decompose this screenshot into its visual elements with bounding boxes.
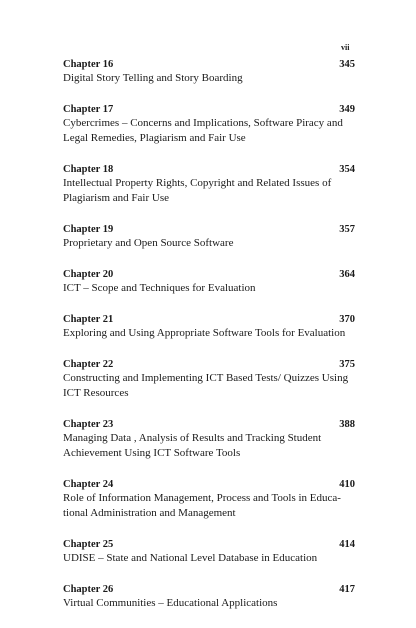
toc-entry-heading	[63, 538, 355, 551]
chapter-label: Chapter 18	[63, 164, 114, 175]
toc-entry	[63, 103, 355, 146]
toc-entry	[63, 358, 355, 401]
toc-entry-heading	[63, 313, 355, 326]
toc-entry	[63, 313, 355, 341]
chapter-title: Intellectual Property Rights, Copyright and Related Issues of Plagiarism and Fair Use	[63, 177, 332, 204]
chapter-title: ICT – Scope and Techniques for Evaluation	[63, 282, 256, 294]
chapter-label: Chapter 19	[63, 224, 114, 235]
chapter-label: Chapter 23	[63, 419, 114, 430]
chapter-page-number: 388	[339, 419, 355, 430]
chapter-label: Chapter 17	[63, 104, 114, 115]
chapter-title: Constructing and Implementing ICT Based Tests/ Quizzes Using ICT Resources	[63, 372, 349, 399]
toc-entry	[63, 538, 355, 566]
chapter-title: Cybercrimes – Concerns and Implications, Software Piracy and Legal Remedies, Plagiarism and Fair Use	[63, 117, 343, 144]
chapter-page-number: 354	[339, 164, 355, 175]
chapter-page-number: 345	[339, 59, 355, 70]
chapter-title: Proprietary and Open Source Software	[63, 237, 234, 249]
chapter-label: Chapter 21	[63, 314, 114, 325]
chapter-page-number: 370	[339, 314, 355, 325]
toc-entry-heading	[63, 58, 355, 71]
toc-entry-heading	[63, 223, 355, 236]
chapter-title: Exploring and Using Appropriate Software Tools for Evaluation	[63, 327, 346, 339]
toc-entry-heading	[63, 268, 355, 281]
chapter-title: Role of Information Management, Process and Tools in Educa-tional Administration and Management	[63, 492, 341, 519]
chapter-page-number: 410	[339, 479, 355, 490]
chapter-title: Virtual Communities – Educational Applications	[63, 597, 278, 609]
chapter-label: Chapter 24	[63, 479, 114, 490]
toc-entry-heading	[63, 358, 355, 371]
chapter-page-number: 357	[339, 224, 355, 235]
toc-entry	[63, 223, 355, 251]
toc-entry	[63, 268, 355, 296]
toc-entry	[63, 418, 355, 461]
chapter-label: Chapter 26	[63, 584, 114, 595]
chapter-label: Chapter 16	[63, 59, 114, 70]
toc-entry	[63, 163, 355, 206]
chapter-page-number: 349	[339, 104, 355, 115]
table-of-contents	[63, 58, 355, 628]
toc-entry-heading	[63, 163, 355, 176]
chapter-title: Digital Story Telling and Story Boarding	[63, 72, 243, 84]
toc-entry-heading	[63, 103, 355, 116]
chapter-title: UDISE – State and National Level Database in Education	[63, 552, 318, 564]
toc-entry	[63, 58, 355, 86]
chapter-label: Chapter 22	[63, 359, 114, 370]
chapter-page-number: 414	[339, 539, 355, 550]
chapter-page-number: 417	[339, 584, 355, 595]
chapter-title: Managing Data , Analysis of Results and Tracking Student Achievement Using ICT Software Tools	[63, 432, 322, 459]
toc-entry-heading	[63, 418, 355, 431]
chapter-label: Chapter 25	[63, 539, 114, 550]
page-number: vii	[341, 43, 350, 52]
chapter-page-number: 375	[339, 359, 355, 370]
toc-entry	[63, 583, 355, 611]
toc-entry-heading	[63, 478, 355, 491]
chapter-label: Chapter 20	[63, 269, 114, 280]
toc-entry	[63, 478, 355, 521]
chapter-page-number: 364	[339, 269, 355, 280]
toc-entry-heading	[63, 583, 355, 596]
